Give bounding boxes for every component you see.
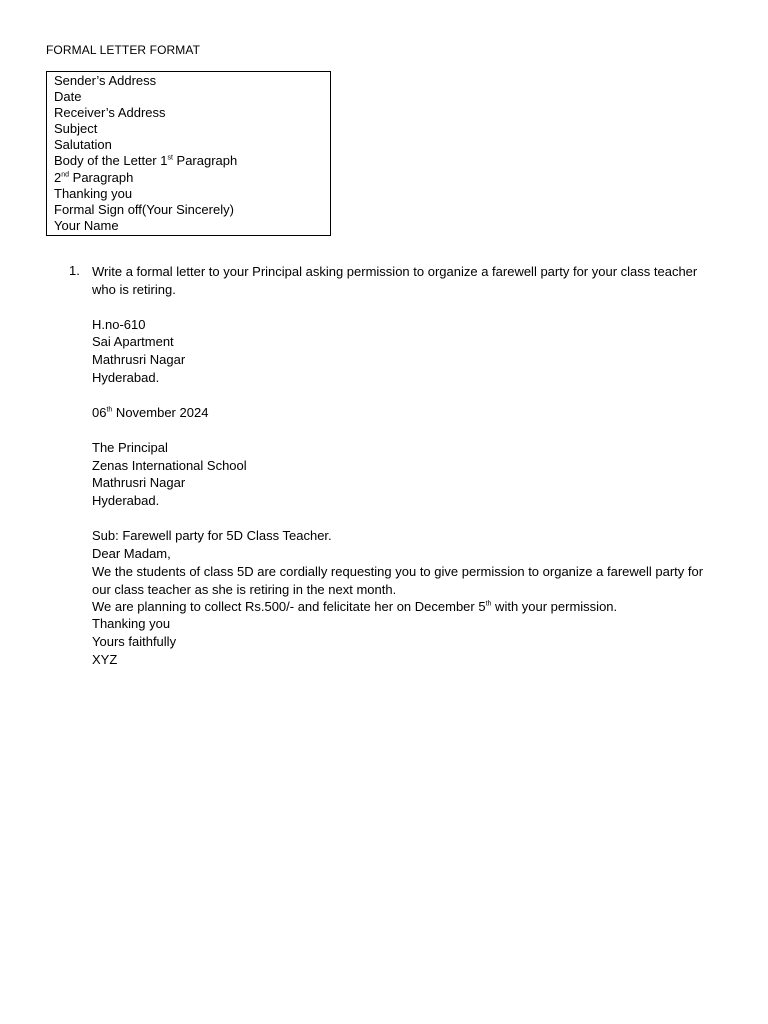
letter-sender-name: XYZ [92,652,118,667]
format-line-body-first-sup: st [167,154,173,162]
format-line-body-first [54,153,237,169]
page-title: FORMAL LETTER FORMAT [46,43,201,57]
format-line-second-sup: nd [61,171,70,179]
format-line-your-name: Your Name [54,218,119,233]
receiver-address-line: Mathrusri Nagar [92,475,186,490]
format-line-second-rest: Paragraph [69,170,134,185]
letter-body-2-text: We are planning to collect Rs.500/- and felicitate her on December 5 [92,599,486,614]
format-line-sign-off: Formal Sign off(Your Sincerely) [54,202,234,217]
letter-body-paragraph-1: We the students of class 5D are cordially requesting you to give permission to organize a farewell party for our class teacher as she is retiring in the next month. [92,564,704,597]
letter-sign-off: Yours faithfully [92,634,177,649]
letter-subject: Sub: Farewell party for 5D Class Teacher. [92,528,332,543]
format-line-salutation: Salutation [54,137,112,152]
receiver-address-line: The Principal [92,440,168,455]
format-line-second-paragraph [54,170,133,186]
sender-address-line: Hyderabad. [92,370,160,385]
format-line-second-text: 2 [54,170,62,185]
format-line-subject: Subject [54,121,98,136]
question-text: Write a formal letter to your Principal asking permission to organize a farewell party for your class teacher who is retiring. [92,264,698,297]
letter-date-sup: th [106,406,113,414]
letter-body-2-rest: with your permission. [491,599,618,614]
letter-date [92,404,208,422]
letter-date-rest: November 2024 [112,405,209,420]
letter-date-day: 06 [92,405,107,420]
receiver-address-line: Zenas International School [92,458,247,473]
format-line-receivers-address: Receiver’s Address [54,105,166,120]
sender-address-line: H.no-610 [92,317,146,332]
letter-body-2-sup: th [485,600,492,608]
sender-address-line: Mathrusri Nagar [92,352,186,367]
receiver-address-line: Hyderabad. [92,493,160,508]
format-line-body-first-rest: Paragraph [172,153,238,168]
format-line-body-first-text: Body of the Letter 1 [54,153,168,168]
letter-salutation: Dear Madam, [92,546,171,561]
format-line-senders-address: Sender’s Address [54,73,157,88]
letter-thanks: Thanking you [92,616,171,631]
format-line-thanking: Thanking you [54,186,133,201]
format-box [46,71,331,236]
letter-body-paragraph-2 [92,598,617,616]
question-number: 1. [69,263,80,278]
sender-address-line: Sai Apartment [92,334,174,349]
format-line-date: Date [54,89,82,104]
